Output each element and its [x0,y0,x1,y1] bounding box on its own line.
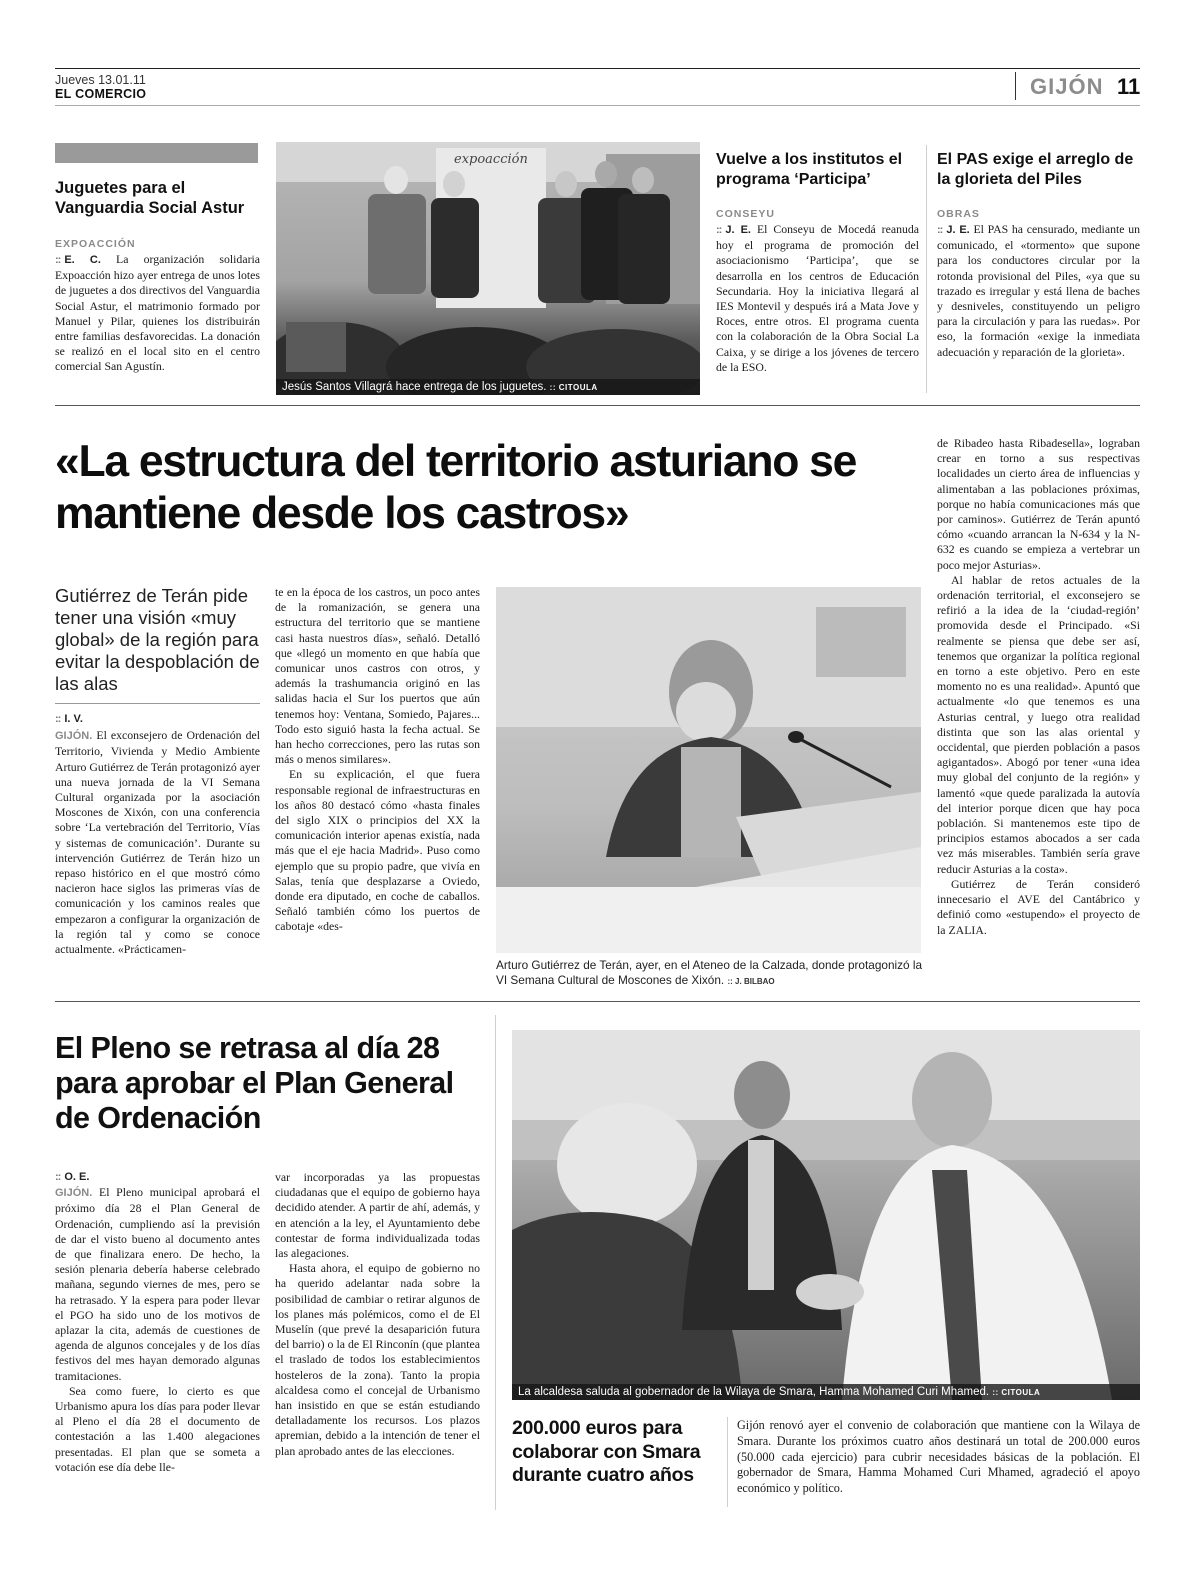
castros-col4-p2: Al hablar de retos actuales de la ordenación territorial, el exconsejero se refirió a la idea de la ‘ciudad-región’ promovida desde el Principado. «Si realmente se piensa que debe ser así, tenemos que organizar la política regional en torno a este objetivo. Pero en este momento no es una realidad». Apuntó que actualmente «lo que tenemos es una Asturias central, y luego otra realidad distinta que son las alas oriental y occidental, que pierden población a pasos agigantados». Abogó por tener «una idea muy global del conjunto de la región» y lamentó «que quede paralizada la autovía del interior porque dicen que hay poca población. Si mantenemos este tipo de principios estamos abocados a ser cada vez más miserables. También sería grave reducir Asturias a la costa». [937,572,1140,876]
castros-col2 [275,585,480,935]
castros-col1: :: I. V. GIJÓN. El exconsejero de Ordenación del Territorio, Vivienda y Medio Ambiente Arturo Gutiérrez de Terán protagonizó ayer una nueva jornada de la VI Semana Cultural organizada por la asociación Moscones de Xixón, con una conferencia sobre ‘La vertebración del Territorio, Vías y sistemas de comunicación’. Durante su intervención Gutiérrez de Terán hizo un repaso histórico en el que mostró cómo nacieron hace siglos las primeras vías de comunicación y los caminos reales que empezaron a configurar la organización de la región tal y como se conoce actualmente. «Prácticamen- [55,713,260,957]
smara-headline: 200.000 euros para colaborar con Smara durante cuatro años [512,1417,701,1486]
participa-byline: J. E. [725,224,751,236]
pleno-col2-p1: var incorporadas ya las propuestas ciudadanas que el equipo de gobierno haya decidido atender. A partir de ahí, además, y en atención a la ley, el Ayuntamiento debe contestar de forma individualizada todas las alegaciones. [275,1170,480,1261]
juguetes-kicker: EXPOACCIÓN [55,238,136,250]
smara-photo [512,1030,1140,1400]
expoaccion-banner: expoacción [454,152,528,167]
piles-kicker: OBRAS [937,208,980,220]
juguetes-byline: E. C. [64,254,101,266]
participa-kicker: CONSEYU [716,208,775,220]
smara-caption-text: La alcaldesa saluda al gobernador de la Wilaya de Smara, Hamma Mohamed Curi Mhamed. [518,1386,990,1398]
castros-caption-text: Arturo Gutiérrez de Terán, ayer, en el Ateneo de la Calzada, donde protagonizó la VI Semana Cultural de Moscones de Xixón. [496,958,923,987]
castros-dateline: GIJÓN. [55,730,93,743]
pleno-col2 [275,1170,480,1459]
smara-caption: La alcaldesa saluda al gobernador de la Wilaya de Smara, Hamma Mohamed Curi Mhamed. :: CITOULA [512,1384,1140,1400]
smara-divider [727,1417,728,1507]
castros-photo-credit: J. BILBAO [735,977,775,986]
juguetes-caption-text: Jesús Santos Villagrá hace entrega de los juguetes. [282,381,547,393]
header-date: Jueves 13.01.11 [55,73,146,87]
castros-byline: I. V. [64,713,83,725]
participa-text: El Conseyu de Mocedá reanuda hoy el programa de promoción del asociacionismo ‘Participa’, que se desarrolla en los centros de Educación Secundaria. Hoy la iniciativa llegará al IES Montevil y después irá a Mata Jove y Roces, entre otros. El programa cuenta con la colaboración de la Obra Social La Caixa, y se dirige a los jóvenes de tercero de la ESO. [716,222,920,374]
castros-subhead: Gutiérrez de Terán pide tener una visión «muy global» de la región para evitar la despoblación de las alas [55,585,260,694]
juguetes-photo [276,142,700,395]
smara-photo-art [512,1030,1140,1400]
gray-band [55,143,258,163]
juguetes-photo-credit: CITOULA [558,383,598,392]
pleno-col1-p2: Sea como fuere, lo cierto es que Urbanismo apura los días para poder llevar al Pleno el día 28 el documento de contestación a las 1.400 alegaciones presentadas. El plan que se someta a votación ese día debe lle- [55,1383,260,1474]
pleno-headline: El Pleno se retrasa al día 28 para aprobar el Plan General de Ordenación [55,1031,454,1135]
pleno-dateline: GIJÓN. [55,1187,93,1200]
piles-body: :: J. E. El PAS ha censurado, mediante un comunicado, el «tormento» que supone para los conductores circular por la rotonda provisional del Piles, «ya que su trazado es irregular y está llena de baches y desniveles, constituyendo un peligro para la circulación y para las ruedas». Por eso, la formación «exige la inmediata adecuación y reparación de la glorieta». [937,222,1140,359]
castros-col4 [937,436,1140,938]
juguetes-title: Juguetes para el Vanguardia Social Astur [55,179,245,217]
smara-body: Gijón renovó ayer el convenio de colaboración que mantiene con la Wilaya de Smara. Durante los próximos cuatro años destinará un total de 200.000 euros (50.000 cada ejercicio) para cubrir necesidades básicas de la población. El gobernador de Smara, Hamma Mohamed Curi Mhamed, agradeció el apoyo económico y político. [737,1418,1140,1496]
column-rule-top [926,145,927,393]
header-top-rule [55,68,1140,69]
participa-title: Vuelve a los institutos el programa ‘Participa’ [716,151,903,188]
castros-headline: «La estructura del territorio asturiano se mantiene desde los castros» [55,437,857,538]
juguetes-caption: Jesús Santos Villagrá hace entrega de los juguetes. :: CITOULA [276,379,700,395]
piles-byline: J. E. [946,224,970,236]
section-rule-2 [55,1001,1140,1002]
castros-col2-p2: En su explicación, el que fuera responsable regional de infraestructuras en los años 80 destacó cómo «hasta finales del siglo XIX o principios del XX la comunicación interior apenas existía, nada más que el eje hacia Madrid». Puso como ejemplo que su propio padre, que vivía en Salas, tenía que desplazarse a Oviedo, donde era diputado, en coche de caballos. Señaló también cómo los puertos de cabotaje «des- [275,767,480,934]
castros-col4-p1: de Ribadeo hasta Ribadesella», lograban crear en torno a sus respectivas localidades un cierto área de influencias y alimentaban a las poblaciones próximas, porque no había comunicaciones más que por caminos». Gutiérrez de Terán apuntó cómo «cuando arrancan la N-634 y la N-632 es cuando se empieza a vertebrar un poco mejor Asturias». [937,436,1140,572]
header-bottom-rule [55,105,1140,106]
juguetes-text: La organización solidaria Expoacción hizo ayer entrega de unos lotes de juguetes a dos directivos del Vanguardia Social Astur, el matrimonio formado por Manuel y Pilar, quienes los distribuirán entre familias desfavorecidas. La donación se realizó en el local sito en el centro comercial San Agustín. [55,252,261,374]
pleno-byline: O. E. [64,1171,90,1183]
section-rule-1 [55,405,1140,406]
pleno-col1-p1: El Pleno municipal aprobará el próximo día 28 el Plan General de Ordenación, cumpliendo así la previsión de dar el visto bueno al documento antes de que finalizara enero. De hecho, la sesión plenaria debería haberse celebrado mañana, segundo viernes de mes, pero se ha retrasado. Y la espera para poder llevar el PGO ha sido uno de los motivos de aplazar la cita, además de cuestiones de agenda de algunos concejales y de los días festivos del mes hayan demorado algunas tramitaciones. [55,1185,260,1383]
piles-title: El PAS exige el arreglo de la glorieta del Piles [937,151,1134,188]
juguetes-body: :: E. C. La organización solidaria Expoacción hizo ayer entrega de unos lotes de juguetes a dos directivos del Vanguardia Social Astur, el matrimonio formado por Manuel y Pilar, quienes los distribuirán entre familias desfavorecidas. La donación se realizó en el local sito en el centro comercial San Agustín. [55,252,261,374]
juguetes-photo-art [276,142,700,395]
castros-col4-p3: Gutiérrez de Terán consideró innecesario el AVE del Cantábrico y definió como «estupendo» el proyecto de la ZALIA. [937,876,1140,937]
smara-photo-credit: CITOULA [1001,1388,1041,1397]
header-page-number: 11 [1117,74,1141,99]
pleno-col2-p2: Hasta ahora, el equipo de gobierno no ha querido adelantar nada sobre la posibilidad de cambiar o retirar algunos de los planes más polémicos, como el de El Muselín (que prevé la desaparición futura del barrio) o la de El Rinconín (que plantea el traslado de todos los establecimientos hosteleros de la zona). Tanto la propia alcaldesa como el concejal de Urbanismo han insistido en que se están estudiando detalladamente los recursos. Los plazos apremian, debido a la intención de tener el plan aprobado antes de las elecciones. [275,1261,480,1458]
participa-body: :: J. E. El Conseyu de Mocedá reanuda hoy el programa de promoción del asociacionismo ‘Participa’, que se desarrolla en los centros de Educación Secundaria. Hoy la iniciativa llegará al IES Montevil y después irá a Mata Jove y Roces, entre otros. El programa cuenta con la colaboración de la Obra Social La Caixa, y se dirige a los jóvenes de tercero de la ESO. [716,222,920,374]
castros-photo-caption: Arturo Gutiérrez de Terán, ayer, en el Ateneo de la Calzada, donde protagonizó la VI Semana Cultural de Moscones de Xixón. :: J. BILBAO [496,958,923,987]
castros-col2-p1: te en la época de los castros, un poco antes de la romanización, se genera una estructura del territorio que se mantiene casi hasta nuestros días», señaló. Detalló que «llegó un momento en que había que comunicar unos castros con otros, y además la trashumancia originó en las salidas hacia el Sur los puertos que aún tenemos hoy: Ventana, Somiedo, Pajares... Todo esto siguió hasta la fecha actual. Se han hecho correcciones, pero las rutas son más o menos similares». [275,585,480,767]
header-section: GIJÓN [1030,74,1104,99]
subhead-rule [55,703,260,704]
castros-photo-art [496,587,921,953]
pleno-col1: :: O. E. GIJÓN. El Pleno municipal aprobará el próximo día 28 el Plan General de Ordenación, cumpliendo así la previsión de dar el visto bueno al documento antes de que finalizara enero. De hecho, la sesión plenaria debería haberse celebrado mañana, segundo viernes de mes, pero se ha retrasado. Y la espera para poder llevar el PGO ha sido uno de los motivos de aplazar la cita, además de cuestiones de agenda de algunos concejales y de los días festivos del mes hayan demorado algunas tramitaciones. Sea como fuere, lo cierto es que Urbanismo apura los días para poder llevar al Pleno el día 28 el documento de contestación a las 1.400 alegaciones presentadas. El plan que se someta a votación ese día debe lle- [55,1171,260,1474]
castros-col1-text: El exconsejero de Ordenación del Territorio, Vivienda y Medio Ambiente Arturo Gutiérrez de Terán protagonizó ayer una nueva jornada de la VI Semana Cultural organizada por la asociación Moscones de Xixón, con una conferencia sobre ‘La vertebración del Territorio, Vías y sistemas de comunicación’. Durante su intervención Gutiérrez de Terán hizo un repaso histórico en el que mostró cómo nacieron hace siglos las primeras vías de comunicación y los caminos reales que empezaron a configurar la organización de la región tal y como se conoce actualmente. «Prácticamen- [55,728,260,957]
column-rule-bottom [495,1015,496,1510]
header-divider [1015,72,1016,100]
castros-photo [496,587,921,953]
piles-text: El PAS ha censurado, mediante un comunicado, el «tormento» que supone para los conductores circular por la rotonda provisional del Piles, «ya que su trazado es irregular y está llena de baches y desniveles, constituyendo un peligro para la circulación y para las ruedas». Por eso, la formación «exige la inmediata adecuación y reparación de la glorieta». [937,222,1140,359]
header-paper-name: EL COMERCIO [55,87,147,101]
